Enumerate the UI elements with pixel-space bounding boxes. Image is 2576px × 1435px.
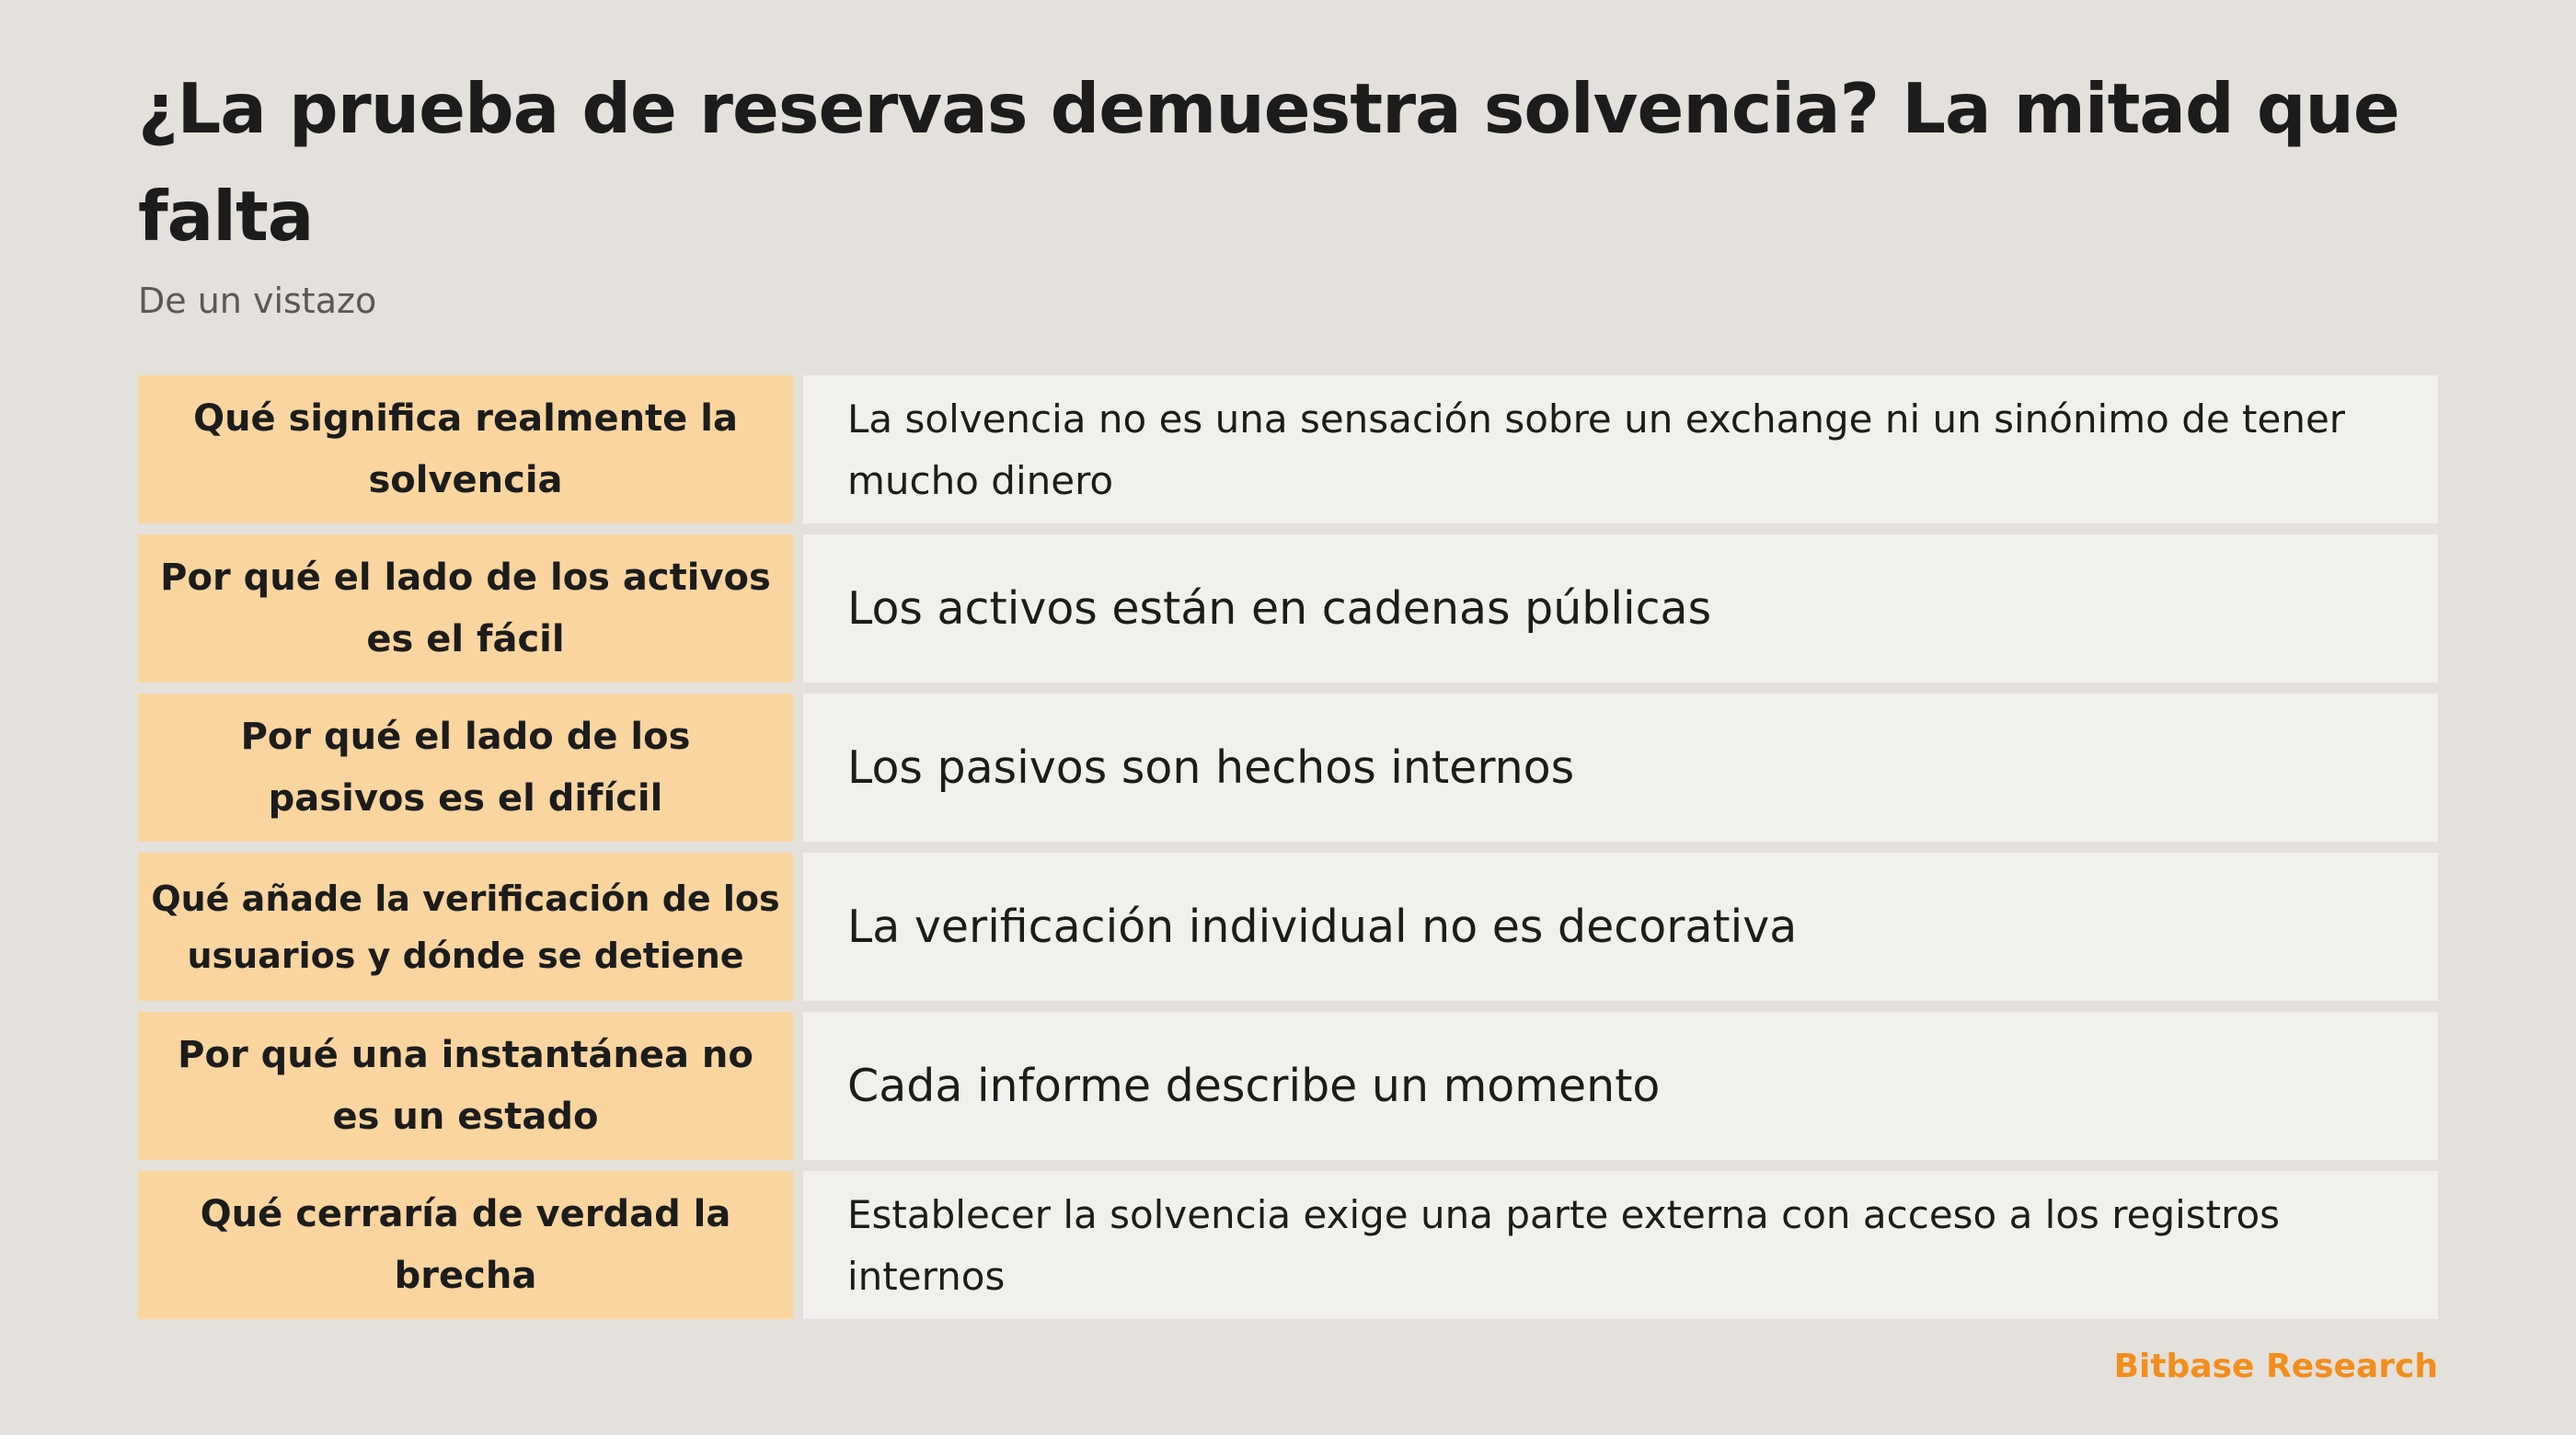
summary-table bbox=[138, 375, 2438, 1319]
question-cell: Qué cerraría de verdad la brecha bbox=[138, 1171, 793, 1319]
table-row bbox=[138, 375, 2438, 523]
answer-cell: Cada informe describe un momento bbox=[803, 1012, 2438, 1160]
table-row bbox=[138, 1012, 2438, 1160]
answer-cell: Los activos están en cadenas públicas bbox=[803, 534, 2438, 683]
question-cell: Por qué una instantánea no es un estado bbox=[138, 1012, 793, 1160]
table-row bbox=[138, 1171, 2438, 1319]
answer-cell: La verificación individual no es decorativa bbox=[803, 853, 2438, 1001]
brand-label: Bitbase Research bbox=[2113, 1348, 2438, 1385]
slide bbox=[138, 55, 2438, 1299]
answer-cell: La solvencia no es una sensación sobre un exchange ni un sinónimo de tener mucho dinero bbox=[803, 375, 2438, 523]
table-row bbox=[138, 694, 2438, 842]
table-row bbox=[138, 534, 2438, 683]
answer-cell: Los pasivos son hechos internos bbox=[803, 694, 2438, 842]
page-title: ¿La prueba de reservas demuestra solvencia? La mitad que falta bbox=[138, 68, 2399, 257]
question-cell: Qué significa realmente la solvencia bbox=[138, 375, 793, 523]
question-cell: Qué añade la verificación de los usuarios y dónde se detiene bbox=[138, 853, 793, 1001]
answer-cell: Establecer la solvencia exige una parte externa con acceso a los registros internos bbox=[803, 1171, 2438, 1319]
question-cell: Por qué el lado de los pasivos es el difícil bbox=[138, 694, 793, 842]
question-cell: Por qué el lado de los activos es el fácil bbox=[138, 534, 793, 683]
page-subtitle: De un vistazo bbox=[138, 281, 377, 321]
table-row bbox=[138, 853, 2438, 1001]
